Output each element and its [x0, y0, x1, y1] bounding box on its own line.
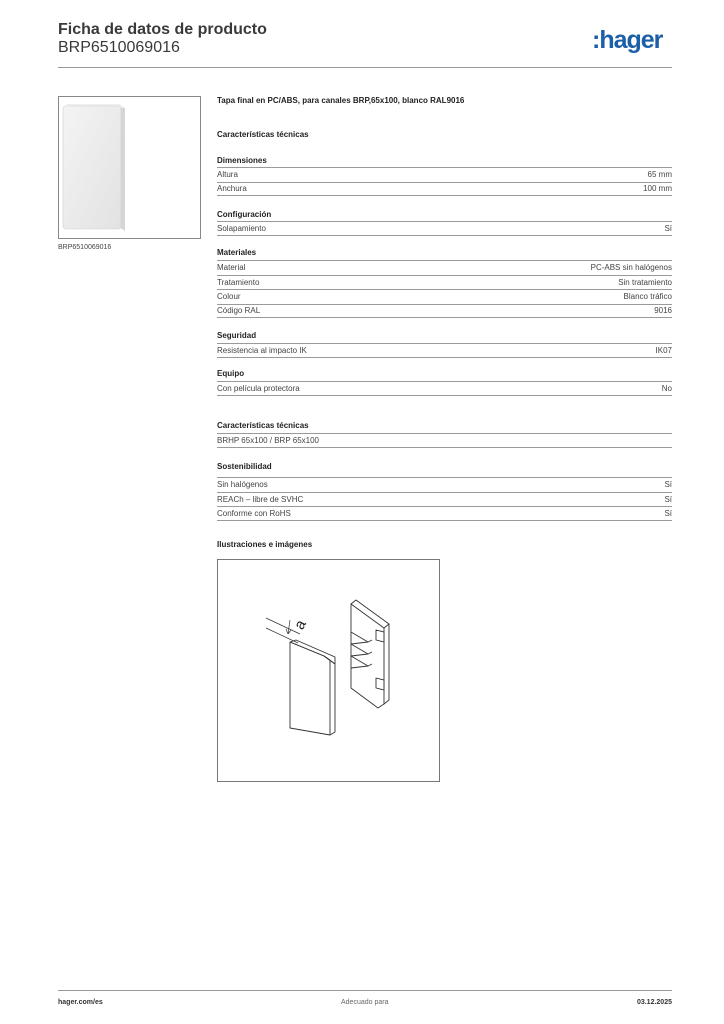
spec-label: Resistencia al impacto IK [217, 345, 307, 355]
section-title-dimensiones: Dimensiones [217, 156, 267, 165]
spec-label: Material [217, 263, 246, 273]
spec-row-colour [217, 289, 672, 304]
product-thumbnail [58, 96, 201, 239]
product-description: Tapa final en PC/ABS, para canales BRP,65x100, blanco RAL9016 [217, 96, 465, 105]
spec-value: PC-ABS sin halógenos [590, 263, 672, 273]
spec-row-altura [217, 167, 672, 182]
spec-label: Altura [217, 170, 238, 180]
spec-row-pelicula-protectora [217, 381, 672, 396]
spec-value: 100 mm [643, 184, 672, 194]
spec-row-material [217, 260, 672, 275]
spec-value: Sin tratamiento [618, 277, 672, 287]
section-title-sostenibilidad: Sostenibilidad [217, 462, 272, 471]
spec-row-codigo-ral [217, 304, 672, 319]
thumbnail-caption: BRP6510069016 [58, 244, 112, 251]
spec-label: Tratamiento [217, 277, 260, 287]
illustrations-heading: Ilustraciones e imágenes [217, 540, 313, 549]
spec-row-reach [217, 492, 672, 507]
spec-row-compatibilidad [217, 433, 672, 448]
spec-value: Sí [664, 494, 672, 504]
spec-value: Sí [664, 480, 672, 490]
hager-logo [592, 26, 674, 56]
product-code: BRP6510069016 [58, 39, 180, 56]
header-divider [58, 67, 672, 68]
spec-value: Blanco tráfico [623, 292, 672, 302]
spec-label: BRHP 65x100 / BRP 65x100 [217, 435, 319, 445]
footer-divider [58, 990, 672, 991]
spec-value: Sí [664, 223, 672, 233]
spec-label: Con película protectora [217, 383, 300, 393]
spec-value: Sí [664, 508, 672, 518]
end-cap-image [59, 97, 200, 238]
section-title-configuracion: Configuración [217, 210, 272, 219]
section-title-materiales: Materiales [217, 248, 257, 257]
spec-label: Conforme con RoHS [217, 508, 291, 518]
spec-value: No [661, 383, 672, 393]
spec-label: Sin halógenos [217, 480, 268, 490]
spec-row-tratamiento [217, 275, 672, 290]
spec-label: Solapamiento [217, 223, 266, 233]
spec-label: Anchura [217, 184, 247, 194]
dimension-label-a: a [290, 617, 310, 633]
spec-row-sin-halogenos [217, 477, 672, 492]
footer-date: 03.12.2025 [636, 999, 672, 1006]
logo-text: :hager [592, 26, 663, 54]
spec-row-solapamiento [217, 221, 672, 236]
section-title-equipo: Equipo [217, 369, 245, 378]
document-title: Ficha de datos de producto [58, 21, 267, 38]
spec-row-impacto-ik [217, 343, 672, 358]
spec-value: IK07 [655, 345, 672, 355]
section-title-caracteristicas: Características técnicas [217, 421, 309, 430]
spec-row-anchura [217, 182, 672, 197]
footer-suitable-for: Adecuado para [341, 999, 389, 1006]
spec-row-rohs [217, 506, 672, 521]
end-cap-line-drawing [218, 560, 439, 781]
technical-drawing [217, 559, 440, 782]
spec-label: REACh – libre de SVHC [217, 494, 304, 504]
tech-characteristics-heading: Características técnicas [217, 130, 309, 139]
spec-label: Código RAL [217, 306, 261, 316]
spec-value: 9016 [654, 306, 672, 316]
spec-label: Colour [217, 292, 241, 302]
footer-website-link[interactable]: hager.com/es [58, 999, 103, 1006]
section-title-seguridad: Seguridad [217, 331, 257, 340]
spec-value: 65 mm [647, 170, 672, 180]
